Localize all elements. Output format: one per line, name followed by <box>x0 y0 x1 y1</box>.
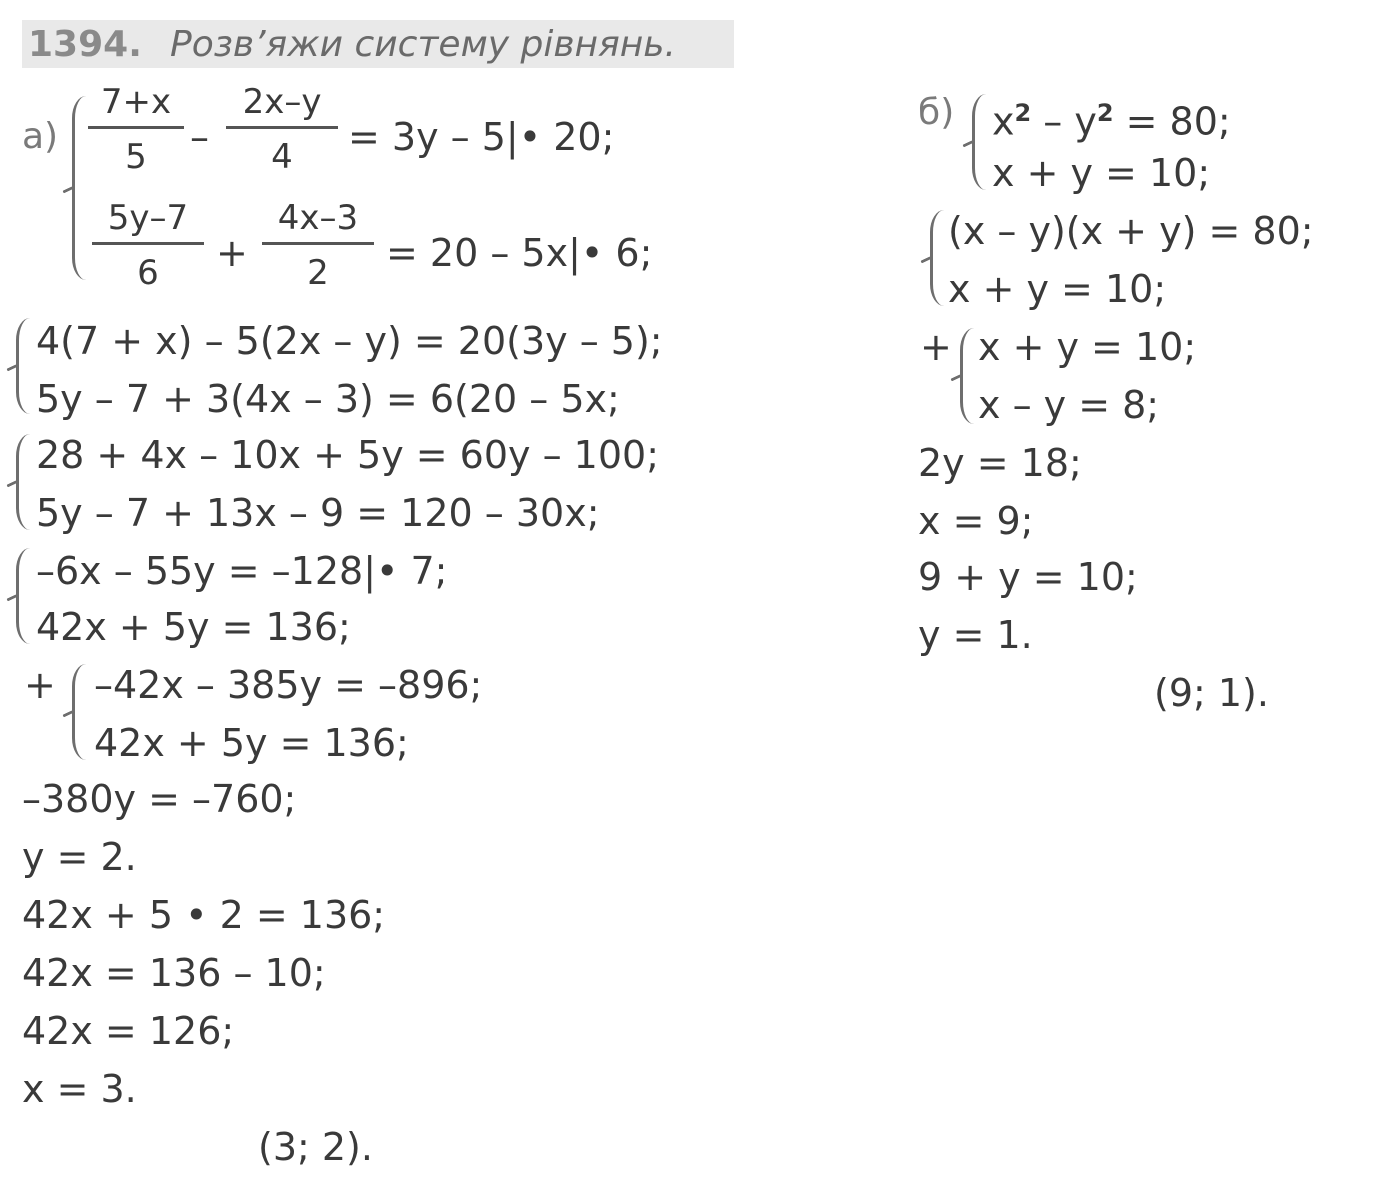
part-b-system2-brace <box>930 210 947 306</box>
part-a-system4-brace <box>16 548 33 644</box>
part-a-system2-line1: 4(7 + x) – 5(2x – y) = 20(3y – 5); <box>36 319 663 363</box>
part-a-system5-brace <box>72 664 89 760</box>
part-a-eq1-rhs: = 3y – 5|• 20; <box>348 115 615 159</box>
part-a-step-6: x = 3. <box>22 1067 137 1111</box>
part-a-step-1: –380y = –760; <box>22 777 297 821</box>
part-b-label: б) <box>918 92 955 133</box>
part-a-system1-brace <box>72 96 89 280</box>
part-a-system4-line1: –6x – 55y = –128|• 7; <box>36 549 448 593</box>
part-a-system5-line2: 42x + 5y = 136; <box>94 721 409 765</box>
part-b-system2-line1: (x – y)(x + y) = 80; <box>948 209 1314 253</box>
exercise-header <box>22 20 734 68</box>
part-a-step-4: 42x = 136 – 10; <box>22 951 326 995</box>
part-a-eq2-rhs: = 20 – 5x|• 6; <box>386 231 653 275</box>
part-a-add-sign: + <box>24 663 56 707</box>
part-a-label: а) <box>22 116 59 157</box>
part-b-system3-brace <box>960 328 977 424</box>
part-a-system3-line2: 5y – 7 + 13x – 9 = 120 – 30x; <box>36 491 600 535</box>
minus-sign: – <box>190 115 209 159</box>
fraction-7-plus-x-over-5: 7+x 5 <box>88 82 184 177</box>
plus-sign: + <box>216 231 248 275</box>
fraction-2x-minus-y-over-4: 2x–y 4 <box>226 82 338 177</box>
part-a-system5-line1: –42x – 385y = –896; <box>94 663 483 707</box>
part-a-step-5: 42x = 126; <box>22 1009 235 1053</box>
part-b-step-1: 2y = 18; <box>918 441 1082 485</box>
part-b-step-2: x = 9; <box>918 499 1034 543</box>
part-b-answer: (9; 1). <box>1154 671 1269 715</box>
part-b-add-sign: + <box>920 325 952 369</box>
part-a-step-2: y = 2. <box>22 835 137 879</box>
exercise-title: Розв’яжи систему рівнянь. <box>170 24 676 65</box>
part-b-system1-line1: $x^2 - y^2 = 80$; <box>992 99 1231 144</box>
exercise-number: 1394. <box>28 24 142 65</box>
part-b-system3-line2: x – y = 8; <box>978 383 1160 427</box>
part-a-system2-line2: 5y – 7 + 3(4x – 3) = 6(20 – 5x; <box>36 377 620 421</box>
part-b-system1-line2: x + y = 10; <box>992 151 1211 195</box>
part-b-step-3: 9 + y = 10; <box>918 555 1138 599</box>
part-a-step-3: 42x + 5 • 2 = 136; <box>22 893 386 937</box>
part-b-system2-line2: x + y = 10; <box>948 267 1167 311</box>
part-a-system2-brace <box>16 318 33 414</box>
part-a-system4-line2: 42x + 5y = 136; <box>36 605 351 649</box>
part-a-system3-brace <box>16 434 33 530</box>
part-a-answer: (3; 2). <box>258 1125 373 1169</box>
part-b-system3-line1: x + y = 10; <box>978 325 1197 369</box>
part-a-system3-line1: 28 + 4x – 10x + 5y = 60y – 100; <box>36 433 660 477</box>
fraction-5y-minus-7-over-6: 5y–7 6 <box>92 198 204 293</box>
fraction-4x-minus-3-over-2: 4x–3 2 <box>262 198 374 293</box>
part-b-system1-brace <box>972 94 989 190</box>
part-b-step-4: y = 1. <box>918 613 1033 657</box>
